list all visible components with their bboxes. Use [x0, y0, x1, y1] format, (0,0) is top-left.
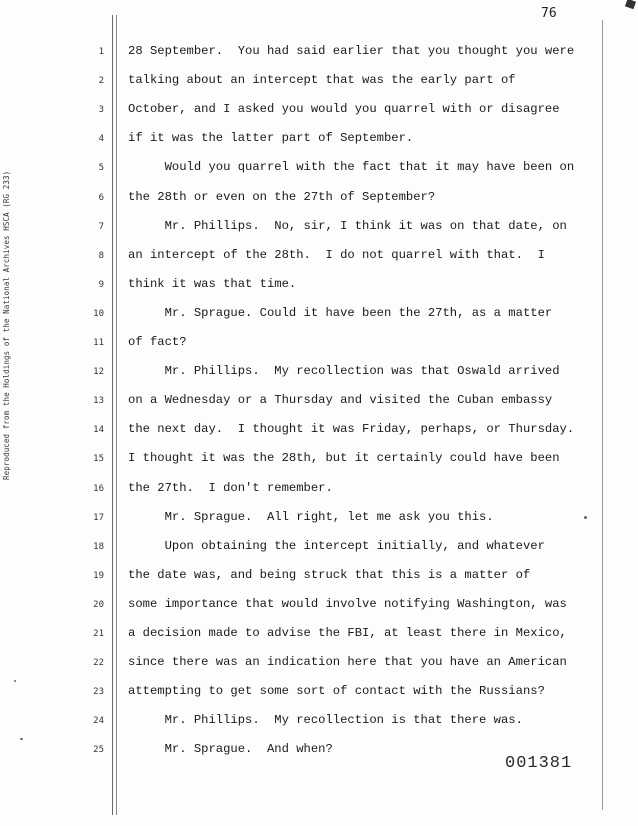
line-number: 15 [93, 454, 104, 465]
line-number: 16 [93, 483, 104, 494]
transcript-line: the 28th or even on the 27th of September? [128, 189, 436, 204]
transcript-line: a decision made to advise the FBI, at least there in Mexico, [128, 626, 567, 640]
transcript-line: Mr. Phillips. No, sir, I think it was on that date, on [128, 218, 567, 233]
line-number: 17 [93, 512, 104, 523]
line-number: 18 [93, 541, 104, 552]
line-number: 3 [98, 105, 104, 116]
line-number: 14 [93, 425, 104, 436]
line-number: 23 [93, 687, 104, 698]
line-number: 8 [98, 250, 104, 261]
transcript-line: attempting to get some sort of contact with the Russians? [128, 684, 545, 699]
transcript-line: Mr. Sprague. All right, let me ask you this. [128, 509, 494, 524]
transcript-line: October, and I asked you would you quarrel with or disagree [128, 102, 560, 117]
transcript-line: Upon obtaining the intercept initially, and whatever [128, 538, 545, 553]
line-number: 20 [93, 599, 104, 610]
transcript-line: think it was that time. [128, 276, 297, 291]
line-number: 1 [98, 47, 104, 57]
line-number: 11 [93, 338, 104, 348]
document-id: 001381 [505, 754, 573, 773]
transcript-line: since there was an indication here that you have an American [128, 655, 567, 670]
transcript-line: on a Wednesday or a Thursday and visited the Cuban embassy [128, 393, 553, 408]
right-margin-rule [602, 20, 603, 810]
line-number: 24 [93, 716, 104, 727]
transcript-line: if it was the latter part of September. [128, 131, 414, 146]
transcript-line: talking about an intercept that was the early part of [128, 73, 516, 88]
line-number: 2 [98, 76, 104, 87]
transcript-line: the 27th. I don't remember. [128, 480, 333, 495]
line-number: 6 [98, 192, 104, 203]
transcript-line: I thought it was the 28th, but it certainly could have been [128, 451, 560, 466]
margin-rule [116, 15, 117, 815]
transcript-line: the date was, and being struck that this is a matter of [128, 567, 531, 582]
transcript-line: Mr. Phillips. My recollection was that Oswald arrived [128, 364, 560, 379]
corner-mark [625, 0, 636, 9]
transcript-line: the next day. I thought it was Friday, perhaps, or Thursday. [128, 422, 575, 437]
transcript-line: Would you quarrel with the fact that it may have been on [128, 160, 575, 175]
transcript-line: Mr. Sprague. Could it have been the 27th, as a matter [128, 305, 553, 320]
transcript-line: 28 September. You had said earlier that you thought you were [128, 44, 575, 58]
transcript-line: Mr. Sprague. And when? [128, 742, 333, 757]
transcript-line: Mr. Phillips. My recollection is that there was. [128, 713, 523, 728]
archive-side-stamp: Reproduced from the Holdings of the National Archives HSCA (RG 233) [2, 170, 11, 480]
line-number: 4 [98, 134, 104, 145]
margin-rule [112, 15, 113, 815]
line-number: 10 [93, 308, 104, 319]
line-number: 12 [93, 367, 104, 378]
line-number: 9 [98, 279, 104, 290]
scan-speck [584, 516, 587, 519]
line-number: 5 [98, 163, 104, 174]
page-number: 76 [541, 6, 557, 21]
line-number: 21 [93, 629, 104, 639]
transcript-line: some importance that would involve notifying Washington, was [128, 596, 567, 611]
scan-speck [14, 680, 16, 682]
transcript-line: an intercept of the 28th. I do not quarrel with that. I [128, 247, 545, 262]
line-number: 13 [93, 396, 104, 407]
line-number: 7 [98, 221, 104, 232]
transcript-line: of fact? [128, 335, 187, 349]
line-number: 25 [93, 745, 104, 756]
line-number: 19 [93, 570, 104, 581]
scan-speck [20, 738, 23, 740]
line-number: 22 [93, 658, 104, 669]
